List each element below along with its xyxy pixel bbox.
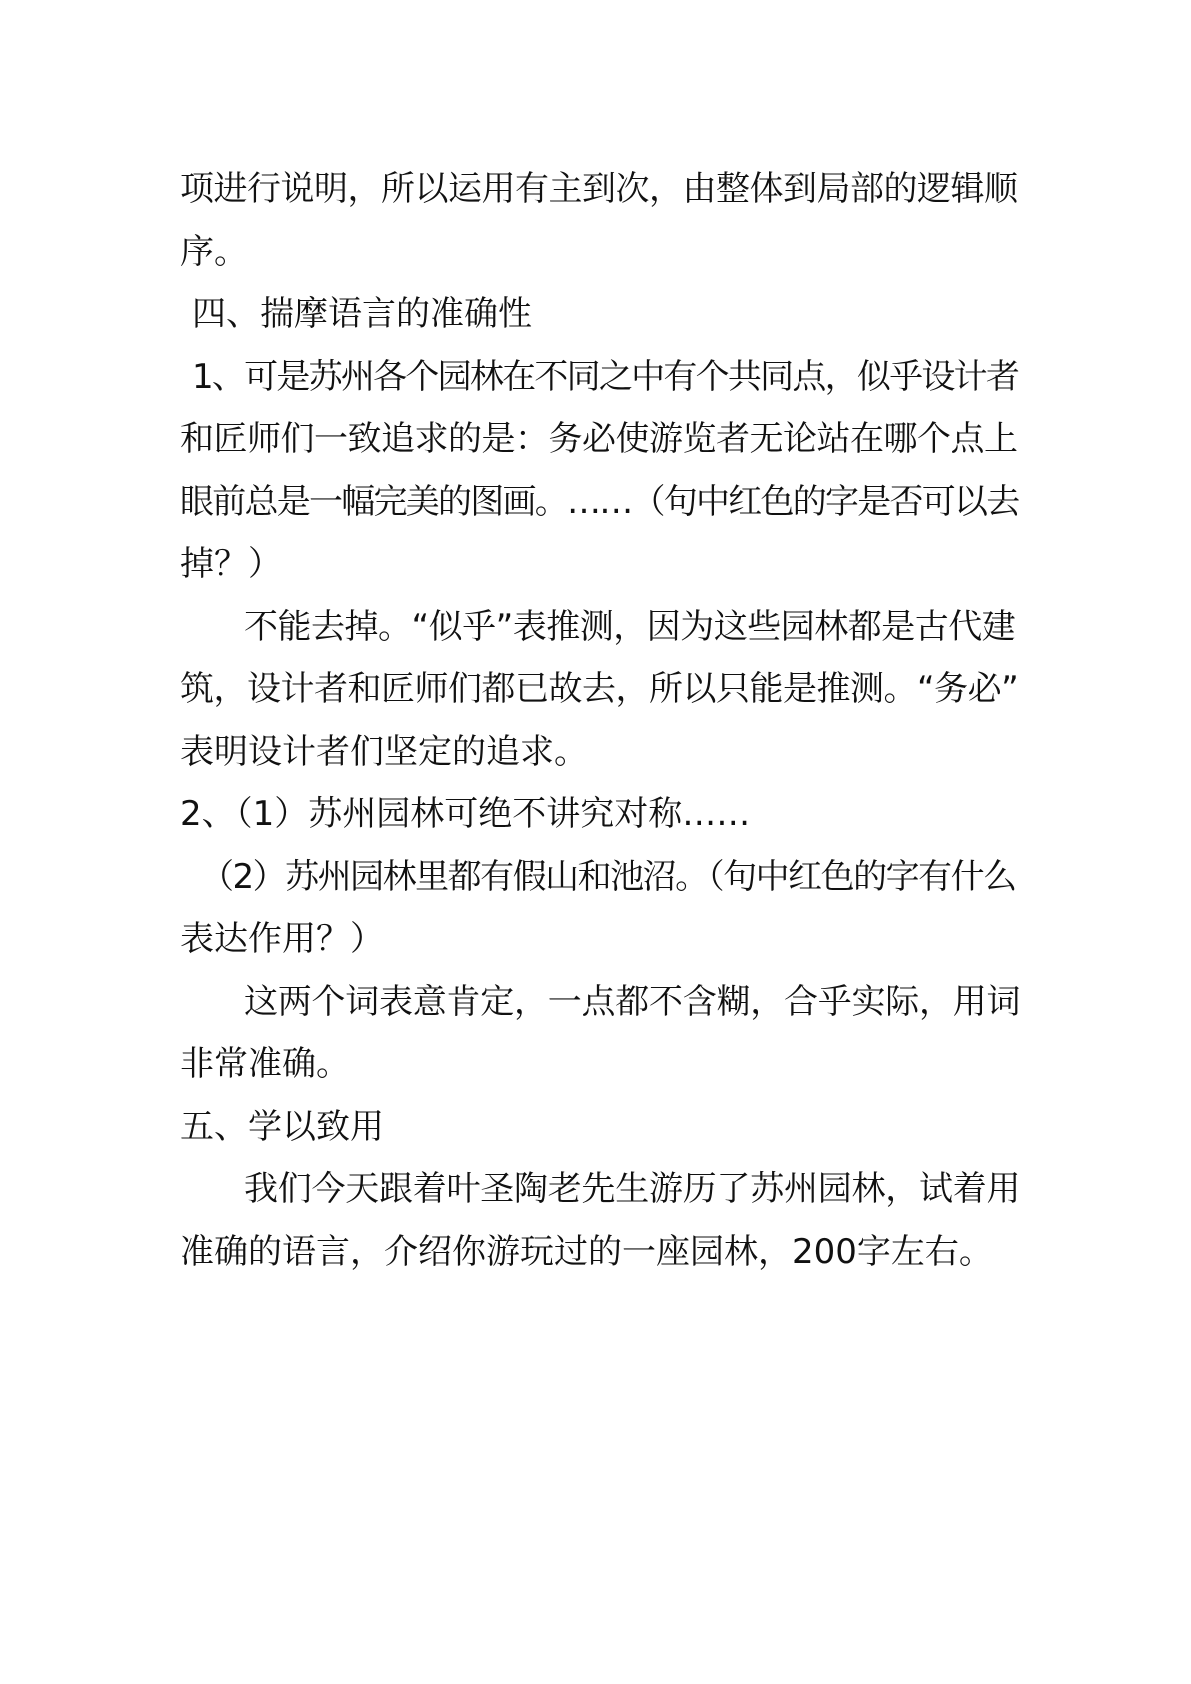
paragraph-line: 准确的语言，介绍你游玩过的一座园林，200字左右。 [180, 1231, 993, 1272]
question-line: 和匠师们一致追求的是：务必使游览者无论站在哪个点上 [180, 419, 1018, 459]
paragraph-line: 序。 [180, 231, 248, 272]
question-line: 表达作用？） [180, 919, 384, 959]
section-heading: 四、揣摩语言的准确性 [192, 294, 532, 334]
question-line: 1、可是苏州各个园林在不同之中有个共同点，似乎设计者 [192, 356, 1019, 397]
document-body [180, 158, 1020, 1283]
answer-line: 这两个词表意肯定，一点都不含糊，合乎实际，用词 [244, 981, 1021, 1022]
answer-line: 筑，设计者和匠师们都已故去，所以只能是推测。“务必” [180, 669, 1019, 709]
section-heading: 五、学以致用 [180, 1106, 384, 1147]
question-line: 2、（1）苏州园林可绝不讲究对称…… [180, 794, 751, 834]
question-line: 掉？） [180, 544, 282, 584]
answer-line: 非常准确。 [180, 1044, 350, 1084]
paragraph-line: 项进行说明，所以运用有主到次，由整体到局部的逻辑顺 [180, 169, 1018, 209]
question-line: 眼前总是一幅完美的图画。……（句中红色的字是否可以去 [180, 481, 1019, 522]
answer-line: 不能去掉。“似乎”表推测，因为这些园林都是古代建 [244, 606, 1016, 647]
paragraph-line: 我们今天跟着叶圣陶老先生游历了苏州园林，试着用 [244, 1169, 1021, 1209]
answer-line: 表明设计者们坚定的追求。 [180, 731, 588, 772]
question-line: （2）苏州园林里都有假山和池沼。（句中红色的字有什么 [200, 856, 1016, 897]
